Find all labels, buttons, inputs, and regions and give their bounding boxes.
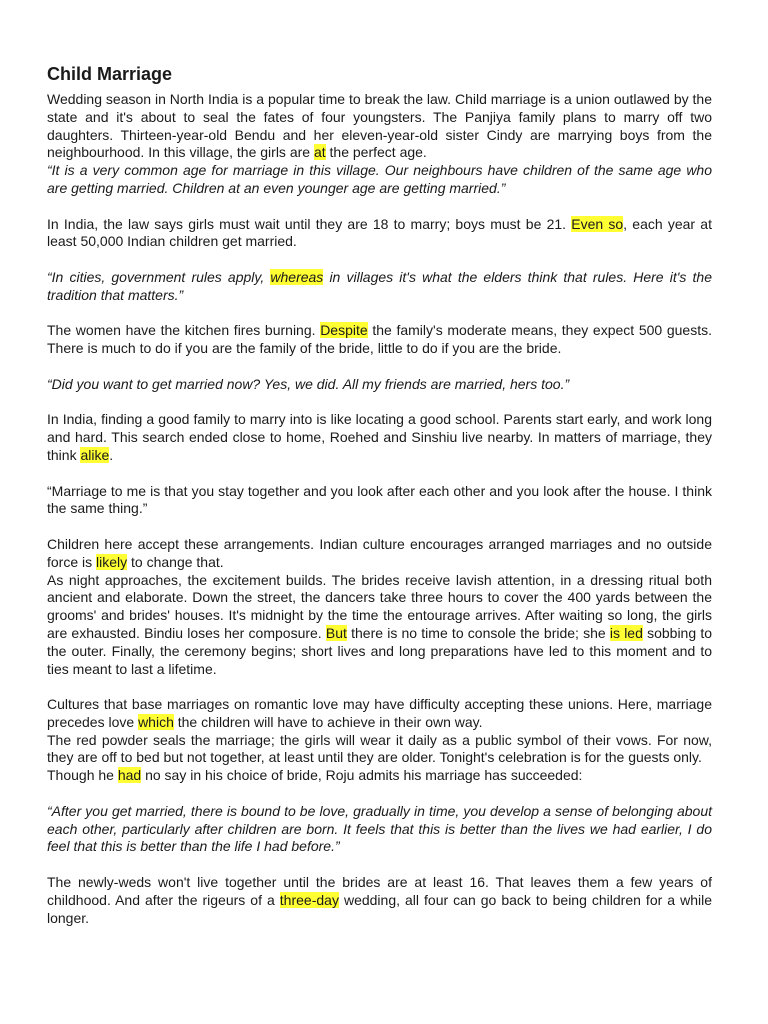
text-run: The red powder seals the marriage; the girls will wear it daily as a public symbol of their vows. For now, they are off to bed but not together, at least until they are older. Tonight's celebration is for the guests only. [47, 731, 712, 766]
body-paragraph [47, 536, 712, 572]
text-run: “In cities, government rules apply, [47, 268, 271, 285]
text-run: there is no time to console the bride; she [346, 624, 610, 641]
text-run: “Marriage to me is that you stay together and you look after each other and you look after the house. I think the same thing.” [47, 482, 712, 517]
text-run: Children here accept these arrangements. Indian culture encourages arranged marriages and no outside force is [47, 535, 712, 570]
body-paragraph [47, 572, 712, 679]
document-title: Child Marriage [47, 64, 173, 84]
text-run: the children will have to achieve in their own way. [173, 713, 483, 730]
highlighted-word: is led [609, 624, 643, 641]
text-run: “After you get married, there is bound to be love, gradually in time, you develop a sense of belonging about each other, particularly after children are born. It feels that this is better than the lives we had earlier, I do feel that this is better than the life I had before.” [47, 802, 712, 855]
text-run: in villages it's what the elders think that rules. Here it's the tradition that matters.” [47, 268, 712, 303]
quote-paragraph [47, 162, 712, 198]
paragraph-spacer [47, 856, 712, 874]
text-run: Cultures that base marriages on romantic love may have difficulty accepting these unions. Here, marriage precedes love [47, 696, 712, 730]
body-paragraph [47, 767, 712, 785]
highlighted-word: But [325, 624, 347, 641]
paragraph-spacer [47, 678, 712, 696]
quote-paragraph [47, 803, 712, 856]
paragraph-spacer [47, 358, 712, 376]
text-run: The newly-weds won't live together until the brides are at least 16. That leaves them a few years of childhood. And after the rigeurs of a [47, 874, 712, 908]
body-paragraph [47, 216, 712, 252]
text-run: In India, finding a good family to marry into is like locating a good school. Parents start early, and work long and hard. This search ended close to home, Roehed and Sinshiu live nearby. In matters of marriage, they think [47, 411, 712, 463]
paragraph-spacer [47, 465, 712, 483]
text-run: Wedding season in North India is a popular time to break the law. Child marriage is a union outlawed by the state and it's about to seal the fates of four youngsters. The Panjiya family plans to marry off two daughters. Thirteen-year-old Bendu and her eleven-year-old sister Cindy are marrying boys from the neighbourhood. In this village, the girls are [47, 91, 712, 161]
paragraph-spacer [47, 394, 712, 412]
highlighted-word: Despite [320, 322, 368, 339]
text-run: sobbing to the outer. Finally, the ceremony begins; short lives and long preparations have led to this moment and to ties meant to last a lifetime. [47, 624, 712, 677]
text-run: “It is a very common age for marriage in this village. Our neighbours have children of the same age who are getting married. Children at an even younger age are getting married.” [47, 162, 712, 196]
highlighted-word: which [138, 713, 174, 730]
text-run: , each year at least 50,000 Indian children get married. [47, 215, 712, 250]
paragraph-spacer [47, 518, 712, 536]
text-run: As night approaches, the excitement builds. The brides receive lavish attention, in a dressing ritual both ancient and elaborate. Down the street, the dancers take three hours to cover the 400 yards between the grooms' and brides' houses. It's midnight by the time the entourage arrives. After waiting so long, the girls are exhausted. Bindiu loses her composure. [47, 571, 712, 641]
text-run: the family's moderate means, they expect 500 guests. There is much to do if you are the family of the bride, little to do if you are the bride. [47, 322, 712, 357]
text-run: The women have the kitchen fires burning. [47, 322, 321, 339]
text-run: . [109, 446, 114, 463]
highlighted-word: three-day [279, 891, 339, 908]
highlighted-word: at [313, 144, 326, 161]
text-run: In India, the law says girls must wait until they are 18 to marry; boys must be 21. [47, 215, 572, 232]
paragraph-spacer [47, 198, 712, 216]
highlighted-word: alike [80, 446, 110, 463]
paragraph-spacer [47, 785, 712, 803]
body-paragraph [47, 322, 712, 358]
text-run: no say in his choice of bride, Roju admits his marriage has succeeded: [141, 767, 583, 784]
text-run: to change that. [127, 553, 224, 570]
body-paragraph [47, 91, 712, 162]
body-paragraph [47, 483, 712, 519]
highlighted-word: had [117, 767, 142, 784]
body-paragraph [47, 732, 712, 768]
body-paragraph [47, 874, 712, 927]
paragraph-spacer [47, 251, 712, 269]
highlighted-word: Even so [571, 215, 624, 232]
body-paragraph [47, 411, 712, 464]
paragraph-spacer [47, 305, 712, 323]
text-run: “Did you want to get married now? Yes, we did. All my friends are married, hers too.” [47, 375, 570, 392]
highlighted-word: whereas [270, 268, 324, 285]
body-paragraph [47, 696, 712, 732]
text-run: Though he [47, 767, 118, 784]
text-run: wedding, all four can go back to being children for a while longer. [47, 891, 712, 926]
quote-paragraph [47, 376, 712, 394]
quote-paragraph [47, 269, 712, 305]
highlighted-word: likely [96, 553, 128, 570]
text-run: the perfect age. [325, 144, 427, 161]
document-body [47, 91, 712, 927]
